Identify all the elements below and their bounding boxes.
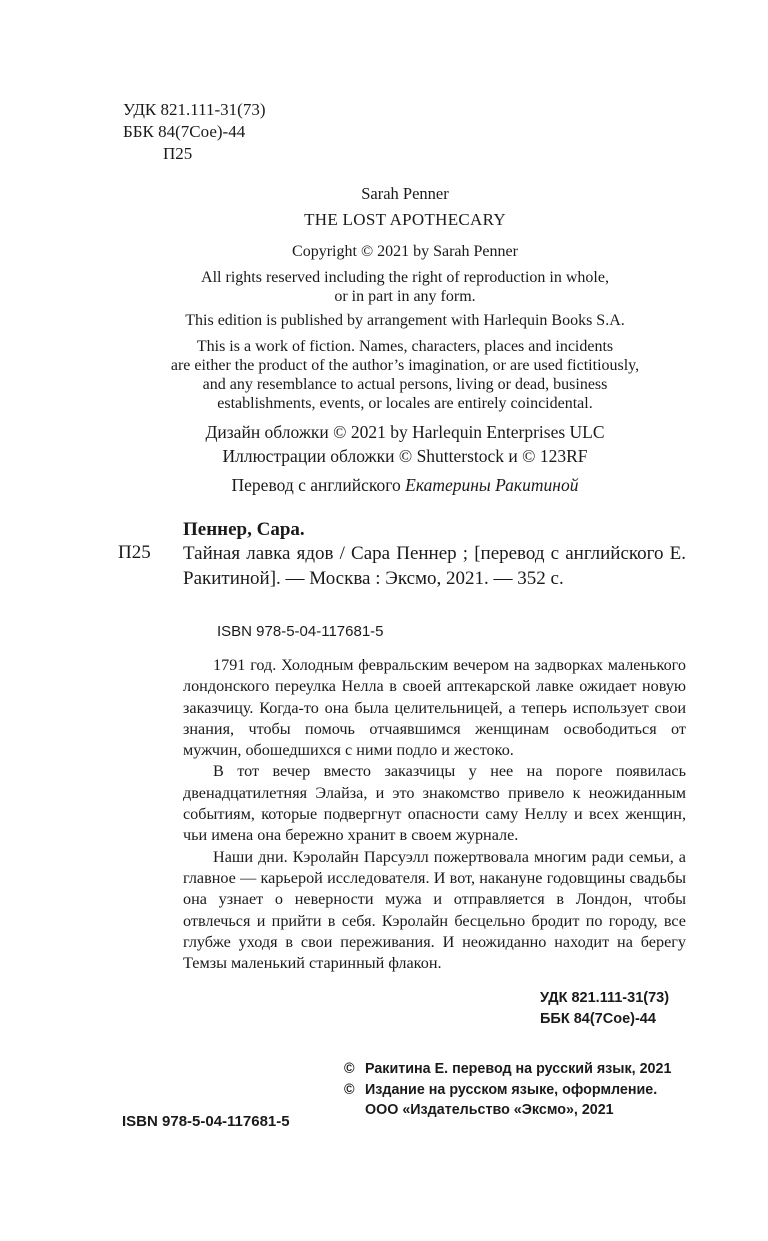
biblio-isbn: ISBN 978-5-04-117681-5 bbox=[217, 623, 384, 640]
bbk-code: ББК 84(7Сое)-44 bbox=[123, 122, 246, 141]
classification-codes bbox=[123, 99, 265, 165]
annotation-paragraph: 1791 год. Холодным февральским вечером на задворках маленького лондонского переулка Нелла в своей аптекарской лавке ожидает новую заказчицу. Когда-то она была целительницей, а теперь использует свои знания, чтобы помочь отчаявшимся женщинам освободиться от мужчин, обошедшихся с ними подло и жестоко. bbox=[183, 656, 686, 760]
copyright-block bbox=[344, 1059, 689, 1121]
translation-prefix: Перевод с английского bbox=[231, 475, 401, 495]
copyright-icon: © bbox=[344, 1081, 355, 1098]
original-title: THE LOST APOTHECARY bbox=[304, 210, 506, 229]
translator-name: Екатерины Ракитиной bbox=[405, 475, 579, 495]
copyright-text: Издание на русском языке, оформление. ООО «Издательство «Эксмо», 2021 bbox=[365, 1081, 658, 1118]
disclaimer-line: are either the product of the author’s imagination, or are used fictitiously, bbox=[170, 357, 640, 374]
footer-codes bbox=[540, 988, 669, 1030]
footer-bbk: ББК 84(7Сое)-44 bbox=[540, 1011, 656, 1027]
annotation-paragraph: В тот вечер вместо заказчицы у нее на пороге появилась двенадцатилетняя Элайза, и это знакомство привело к неожиданным событиям, которые подвергнут опасности саму Неллу и всех женщин, чьи имена она бережно хранит в своем журнале. bbox=[183, 762, 686, 845]
disclaimer-line: This is a work of fiction. Names, characters, places and incidents bbox=[196, 338, 614, 355]
copyright-item bbox=[344, 1059, 689, 1080]
biblio-heading: Пеннер, Сара. bbox=[183, 519, 305, 540]
biblio-author-mark: П25 bbox=[118, 542, 151, 563]
original-copyright: Copyright © 2021 by Sarah Penner bbox=[292, 243, 518, 260]
copyright-text: Ракитина Е. перевод на русский язык, 2021 bbox=[365, 1061, 672, 1077]
rights-notice bbox=[100, 268, 710, 306]
disclaimer-line: establishments, events, or locales are entirely coincidental. bbox=[217, 395, 593, 412]
copyright-item bbox=[344, 1080, 689, 1121]
cover-illustration-credit: Иллюстрации обложки © Shutterstock и © 123RF bbox=[222, 446, 588, 466]
translation-credit bbox=[100, 476, 710, 495]
rights-line: or in part in any form. bbox=[334, 288, 476, 305]
udk-code: УДК 821.111-31(73) bbox=[123, 100, 266, 119]
rights-line: All rights reserved including the right of reproduction in whole, bbox=[201, 269, 609, 286]
edition-notice: This edition is published by arrangement with Harlequin Books S.A. bbox=[185, 312, 625, 329]
annotation-paragraph: Наши дни. Кэролайн Парсуэлл пожертвовала многим ради семьи, а главное — карьерой исследователя. И вот, накануне годовщины свадьбы она узнает о неверности мужа и отправляется в Лондон, чтобы отвлечься и прийти в себя. Кэролайн бесцельно бродит по городу, все глубже уходя в свои переживания. И неожиданно находит на берегу Темзы маленький старинный флакон. bbox=[183, 847, 686, 973]
copyright-icon: © bbox=[344, 1061, 355, 1077]
author-mark: П25 bbox=[163, 144, 193, 163]
biblio-description: Тайная лавка ядов / Сара Пеннер ; [перевод с английского Е. Ракитиной]. — Москва : Эксмо, 2021. — 352 с. bbox=[183, 543, 686, 589]
original-author: Sarah Penner bbox=[361, 184, 449, 203]
cover-credits bbox=[100, 420, 710, 468]
footer-isbn: ISBN 978-5-04-117681-5 bbox=[122, 1113, 290, 1130]
fiction-disclaimer bbox=[100, 337, 710, 413]
footer-udk: УДК 821.111-31(73) bbox=[540, 990, 670, 1006]
annotation bbox=[183, 655, 686, 974]
disclaimer-line: and any resemblance to actual persons, living or dead, business bbox=[202, 376, 608, 393]
cover-design-credit: Дизайн обложки © 2021 by Harlequin Enterprises ULC bbox=[205, 422, 605, 442]
